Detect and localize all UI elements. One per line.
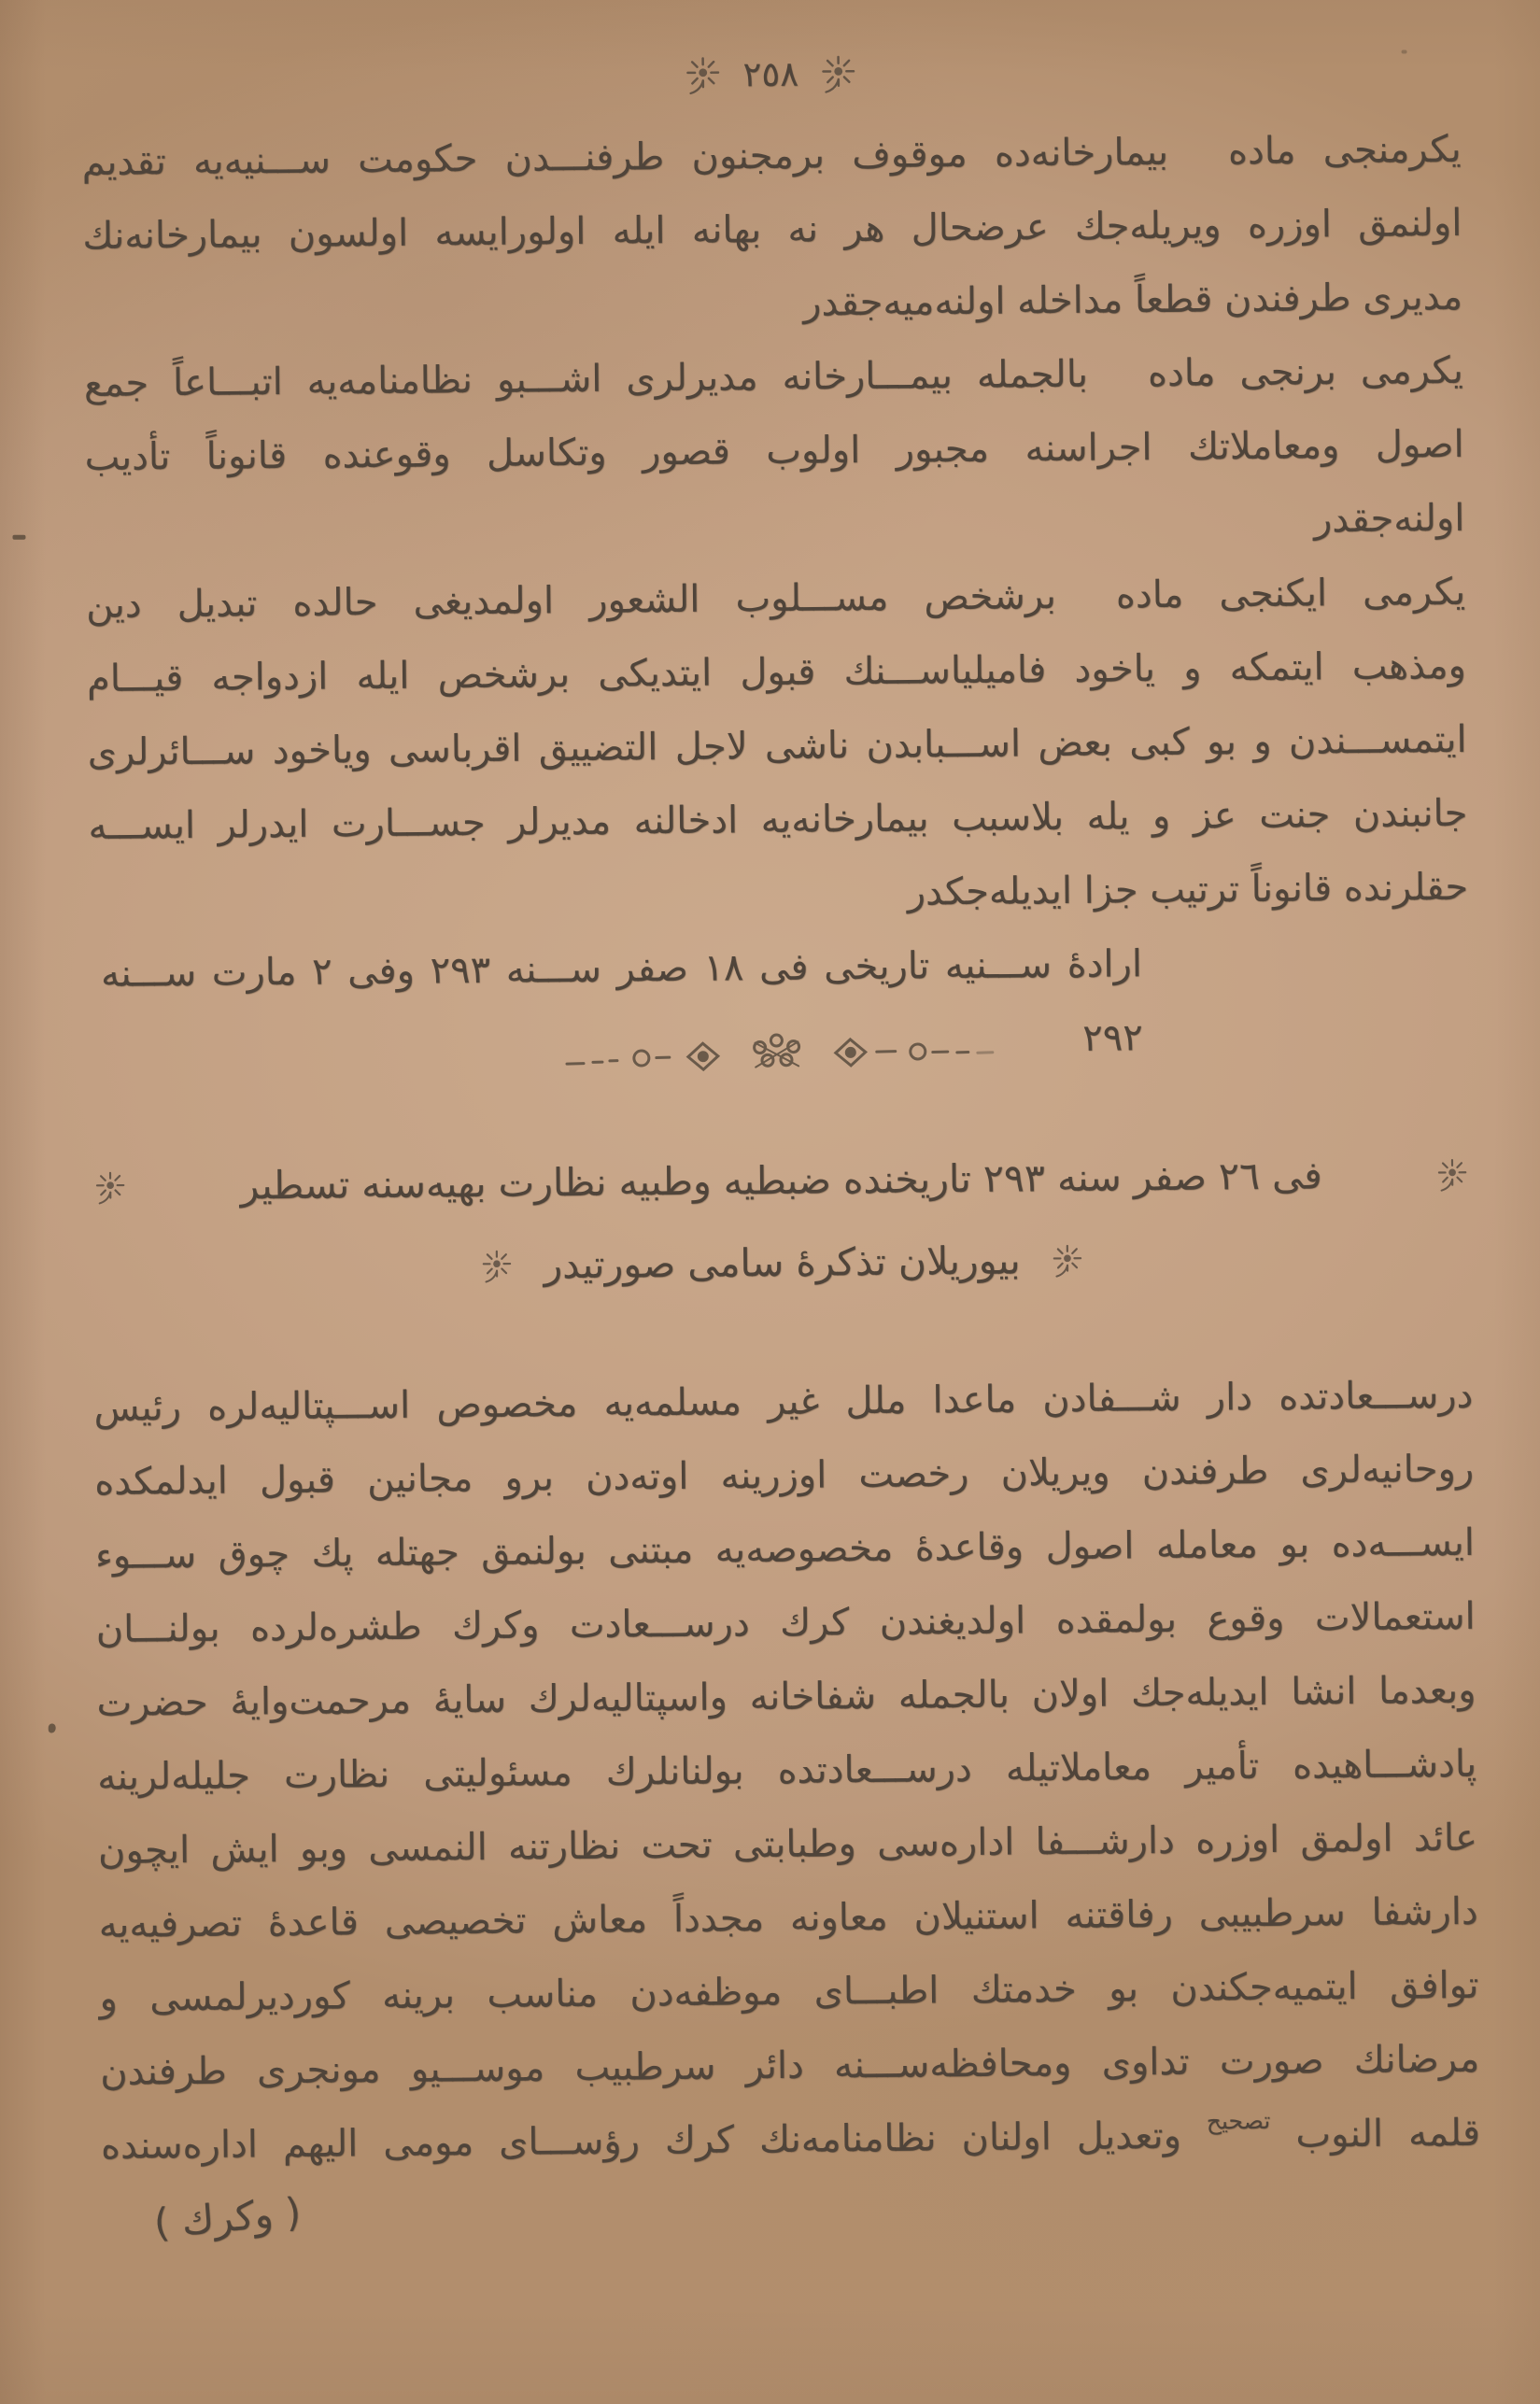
title-gap xyxy=(1168,163,1228,164)
flower-ornament-icon xyxy=(681,52,724,95)
body-line-with-correction xyxy=(101,2097,1481,2184)
article-21-line xyxy=(84,334,1464,421)
body-line: پادشـــاهيده تأمير معاملاتيله درســـعادتده بولنانلرك مسئوليتى نظارت جليله‌لرينه xyxy=(97,1742,1477,1800)
flower-ornament-icon xyxy=(478,1247,516,1284)
divider-ornament-icon xyxy=(560,1029,999,1082)
heading-text-1: فى ٢٦ صفر سنه ٢٩٣ تاريخنده ضبطيه وطبيه نظارت بهيه‌سنه تسطير xyxy=(240,1153,1322,1209)
heading-line-1 xyxy=(92,1133,1472,1228)
body-line: عائد اولمق اوزره دارشـــفا اداره‌سى وطبابتى تحت نظارتنه النمسى وبو ايش ايچون xyxy=(97,1816,1478,1873)
memorandum-body xyxy=(93,1359,1481,2257)
flower-ornament-icon xyxy=(1434,1155,1471,1193)
flower-ornament-icon xyxy=(1048,1241,1085,1279)
heading-line-2 xyxy=(92,1215,1473,1310)
body-line: درســـعادتده دار شـــفادن ماعدا ملل غير مسلمه‌يه مخصوص اســـپتاليه‌لره رئيس xyxy=(93,1373,1474,1431)
body-line: ايســـه‌ده بو معامله اصول وقاعدهٔ مخصوصه‌يه مبتنى بولنمق جهتله پك چوق ســـوء xyxy=(94,1520,1476,1578)
body-text-post: وتعديل اولنان نظامنامه‌نك كرك رؤســـاى مومى اليهم اداره‌سنده xyxy=(100,2114,1182,2168)
body-text-pre: قلمه النوب xyxy=(1295,2111,1481,2157)
article-20-line: مديرى طرفندن قطعاً مداخله اولنه‌ميه‌جقدر xyxy=(802,275,1463,325)
article-22-line: حقلرنده قانوناً ترتيب جزا ايديله‌جكدر xyxy=(907,865,1469,914)
ink-speck xyxy=(49,1723,56,1732)
page-number: ٢٥٨ xyxy=(742,53,799,94)
body-line: مرضانك صورت تداوى ومحافظه‌ســـنه دائر سرطبيب موســـيو مونجرى طرفندن xyxy=(100,2037,1480,2094)
article-22-line xyxy=(86,556,1466,643)
body-line: روحانيه‌لرى طرفندن ويريلان رخصت اوزرينه اوته‌دن برو مجانين قبول ايدلمكده xyxy=(93,1447,1475,1505)
article-21-line: اصول ومعاملاتك اجراسنه مجبور اولوب قصور وتكاسل وقوعنده قانوناً تأديب xyxy=(84,422,1464,480)
body-line: دارشفا سرطبيبى رفاقتنه استنيلان معاونه مجدداً معاش تخصيصى قاعدهٔ تصرفيه‌يه xyxy=(98,1889,1478,1946)
superscript-correction: تصحيح xyxy=(1206,2106,1271,2135)
article-21-text: بالجمله بيمـــارخانه مديرلرى اشـــبو نظامنامه‌يه اتبـــاعاً جمع xyxy=(83,352,1089,406)
ink-speck xyxy=(12,535,25,540)
article-20-text: بيمارخانه‌ده موقوف برمجنون طرفنـــدن حكومت ســـنيه‌يه تقديم xyxy=(81,130,1169,185)
imperial-decree-date-line: ارادهٔ ســـنيه تاريخى فى ١٨ صفر ســـنه ٢٩٣ وفى ٢ مارت ســـنه ٢٩٢ xyxy=(100,942,1143,1060)
article-22-text: برشخص مســـلوب الشعور اولمديغى حالده تبديل دين xyxy=(85,574,1057,628)
catchword-line xyxy=(101,2171,1481,2257)
body-line: وبعدما انشا ايديله‌جك اولان بالجمله شفاخانه واسپتاليه‌لرك سايهٔ مرحمت‌وايهٔ حضرت xyxy=(96,1668,1476,1726)
article-21-title: يكرمى برنجى ماده xyxy=(1147,348,1464,396)
heading-text-2: بيوريلان تذكرهٔ سامى صورتيدر xyxy=(544,1237,1021,1288)
article-22-title: يكرمى ايكنجى ماده xyxy=(1115,570,1466,617)
article-20-line xyxy=(81,113,1462,200)
title-gap xyxy=(1088,386,1148,387)
regulation-articles-section xyxy=(81,113,1469,1060)
flower-ornament-icon xyxy=(817,51,860,94)
catchword: ( وكرك ) xyxy=(152,2188,303,2246)
article-22-line: جانبندن جنت عز و يله بلاسبب بيمارخانه‌يه ادخالنه مديرلر جســـارت ايدرلر ايســـه xyxy=(88,791,1468,849)
title-gap xyxy=(1056,607,1116,608)
body-line: توافق ايتميه‌جكندن بو خدمتك اطبـــاى موظفه‌دن مناسب برينه كورديرلمسى و xyxy=(99,1963,1479,2020)
article-22-line: ايتمســـندن و بو كبى بعض اســـبابدن ناشى لاجل التضييق اقرباسى وياخود ســـائرلرى xyxy=(87,717,1467,775)
body-line: استعمالات وقوع بولمقده اولديغندن كرك درســـعادت وكرك طشره‌لرده بولنـــان xyxy=(95,1594,1476,1652)
memorandum-heading xyxy=(92,1133,1473,1310)
article-20-line: اولنمق اوزره ويريله‌جك عرضحال هر نه بهانه ايله اولورايسه اولسون بيمارخانه‌نك xyxy=(82,201,1462,259)
section-divider xyxy=(10,1020,1540,1091)
article-20-title: يكرمنجى ماده xyxy=(1227,127,1462,174)
article-22-line: ومذهب ايتمكه و ياخود فاميلياســـنك قبول ايتديكى برشخص ايله ازدواجه قيـــام xyxy=(86,643,1467,701)
page-header xyxy=(0,32,1540,116)
flower-ornament-icon xyxy=(92,1168,129,1206)
article-21-line: اولنه‌جقدر xyxy=(1313,496,1465,542)
ink-speck xyxy=(1402,49,1407,53)
